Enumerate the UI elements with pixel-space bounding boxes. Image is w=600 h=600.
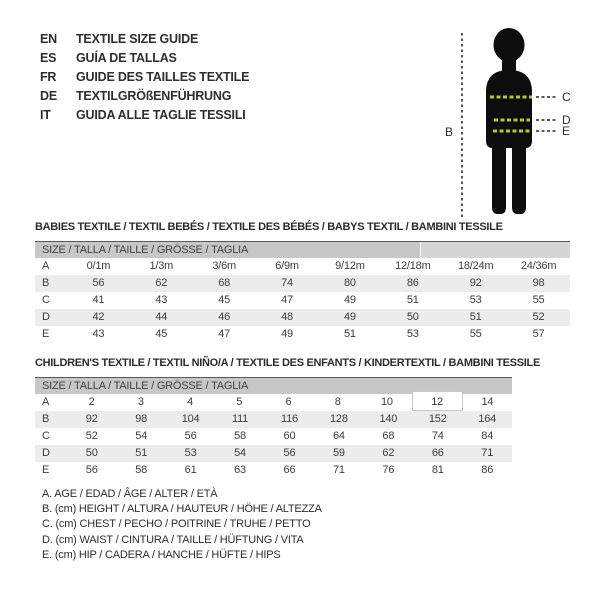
value-cell: 68 bbox=[218, 277, 231, 289]
value-cell: 43 bbox=[155, 294, 168, 306]
size-cell: 1/3m bbox=[149, 260, 174, 272]
legend-hip: E. (cm) HIP / CADERA / HANCHE / HÜFTE / HIPS bbox=[42, 548, 281, 561]
value-cell: 92 bbox=[469, 277, 482, 289]
value-cell: 62 bbox=[382, 447, 395, 459]
value-cell: 81 bbox=[431, 464, 444, 476]
value-cell: 116 bbox=[281, 413, 298, 425]
value-cell: 51 bbox=[344, 328, 356, 340]
size-cell: 6 bbox=[285, 396, 292, 408]
value-cell: 56 bbox=[184, 430, 197, 442]
value-cell: 60 bbox=[283, 430, 296, 442]
legend-waist: D. (cm) WAIST / CINTURA / TAILLE / HÜFTUNG / VITA bbox=[42, 533, 304, 546]
language-title: GUIDA ALLE TAGLIE TESSILI bbox=[76, 108, 246, 122]
size-cell: 12/18m bbox=[395, 260, 431, 272]
size-cell: 6/9m bbox=[275, 260, 299, 272]
value-cell: 53 bbox=[469, 294, 482, 306]
value-cell: 51 bbox=[135, 447, 148, 459]
value-cell: 104 bbox=[181, 413, 200, 425]
size-cell: 14 bbox=[481, 396, 494, 408]
row-label: E bbox=[42, 328, 50, 340]
legend-height: B. (cm) HEIGHT / ALTURA / HAUTEUR / HÖHE / ALTEZZA bbox=[42, 503, 322, 516]
value-cell: 62 bbox=[155, 277, 168, 289]
value-cell: 49 bbox=[344, 294, 356, 306]
table-header-label: SIZE / TALLA / TAILLE / GRÖSSE / TAGLIA bbox=[42, 244, 249, 256]
value-cell: 45 bbox=[155, 328, 168, 340]
row-label: E bbox=[42, 464, 50, 476]
size-cell: 10 bbox=[381, 396, 393, 408]
babies-section bbox=[35, 221, 570, 343]
value-cell: 54 bbox=[135, 430, 148, 442]
language-row-en bbox=[40, 30, 249, 49]
selected-size-cell: 12 bbox=[412, 391, 463, 411]
table-header bbox=[35, 241, 570, 258]
measurement-diagram bbox=[440, 8, 600, 233]
value-cell: 52 bbox=[85, 430, 98, 442]
value-cell: 80 bbox=[344, 277, 356, 289]
language-row-fr bbox=[40, 68, 249, 87]
value-cell: 48 bbox=[281, 311, 293, 323]
value-cell: 41 bbox=[92, 294, 105, 306]
babies-table-title: BABIES TEXTILE / TEXTIL BEBÉS / TEXTILE DES BÉBÉS / BABYS TEXTIL / BAMBINI TESSILE bbox=[35, 221, 503, 233]
row-label: B bbox=[42, 277, 50, 289]
table-row bbox=[35, 445, 512, 462]
language-row-es bbox=[40, 49, 249, 68]
value-cell: 53 bbox=[184, 447, 197, 459]
legend-chest: C. (cm) CHEST / PECHO / POITRINE / TRUHE / PETTO bbox=[42, 518, 311, 531]
language-row-it bbox=[40, 106, 249, 125]
children-size-table bbox=[35, 377, 512, 479]
value-cell: 59 bbox=[332, 447, 345, 459]
value-cell: 152 bbox=[428, 413, 447, 425]
value-cell: 164 bbox=[478, 413, 497, 425]
value-cell: 49 bbox=[281, 328, 293, 340]
value-cell: 46 bbox=[218, 311, 231, 323]
row-label: D bbox=[42, 447, 50, 459]
value-cell: 49 bbox=[344, 311, 356, 323]
value-cell: 42 bbox=[92, 311, 105, 323]
language-title: TEXTILGRÖßENFÜHRUNG bbox=[76, 89, 232, 103]
header-highlight-overlay bbox=[420, 242, 570, 258]
size-cell: 3 bbox=[137, 396, 144, 408]
row-label: C bbox=[42, 294, 50, 306]
children-section bbox=[35, 357, 540, 479]
value-cell: 53 bbox=[406, 328, 419, 340]
value-cell: 54 bbox=[234, 447, 246, 459]
value-cell: 66 bbox=[431, 447, 444, 459]
value-cell: 86 bbox=[481, 464, 494, 476]
value-cell: 74 bbox=[281, 277, 293, 289]
babies-size-table bbox=[35, 241, 570, 343]
value-cell: 64 bbox=[332, 430, 345, 442]
language-title: GUIDE DES TAILLES TEXTILE bbox=[76, 70, 250, 84]
value-cell: 56 bbox=[92, 277, 105, 289]
table-row bbox=[35, 411, 512, 428]
value-cell: 76 bbox=[382, 464, 395, 476]
value-cell: 71 bbox=[332, 464, 345, 476]
value-cell: 84 bbox=[481, 430, 494, 442]
value-cell: 63 bbox=[234, 464, 246, 476]
value-cell: 50 bbox=[406, 311, 419, 323]
value-cell: 86 bbox=[406, 277, 419, 289]
value-cell: 55 bbox=[469, 328, 482, 340]
table-row bbox=[35, 428, 512, 445]
value-cell: 92 bbox=[85, 413, 98, 425]
value-cell: 56 bbox=[283, 447, 296, 459]
value-cell: 43 bbox=[92, 328, 105, 340]
value-cell: 128 bbox=[330, 413, 348, 425]
value-cell: 98 bbox=[135, 413, 148, 425]
value-cell: 58 bbox=[135, 464, 148, 476]
table-row bbox=[35, 258, 570, 275]
size-cell: 2 bbox=[88, 396, 95, 408]
value-cell: 56 bbox=[85, 464, 98, 476]
value-cell: 50 bbox=[85, 447, 98, 459]
row-label: C bbox=[42, 430, 50, 442]
value-cell: 68 bbox=[382, 430, 395, 442]
language-title: TEXTILE SIZE GUIDE bbox=[76, 32, 199, 46]
language-list bbox=[40, 30, 249, 125]
language-code: IT bbox=[40, 108, 51, 122]
waist-label: D bbox=[562, 113, 571, 127]
size-cell: 4 bbox=[187, 396, 193, 408]
table-row bbox=[35, 275, 570, 292]
language-row-de bbox=[40, 87, 249, 106]
table-row bbox=[35, 394, 512, 411]
value-cell: 57 bbox=[532, 328, 545, 340]
size-cell: 0/1m bbox=[86, 260, 111, 272]
value-cell: 45 bbox=[218, 294, 231, 306]
table-row bbox=[35, 462, 512, 479]
value-cell: 74 bbox=[431, 430, 444, 442]
language-title: GUÍA DE TALLAS bbox=[76, 51, 177, 65]
table-row bbox=[35, 326, 570, 343]
language-code: DE bbox=[40, 89, 57, 103]
language-code: EN bbox=[40, 32, 57, 46]
value-cell: 52 bbox=[532, 311, 545, 323]
row-label: D bbox=[42, 311, 50, 323]
children-table-title: CHILDREN'S TEXTILE / TEXTIL NIÑO/A / TEXTILE DES ENFANTS / KINDERTEXTIL / BAMBINI TESSILE bbox=[35, 357, 540, 369]
row-label: B bbox=[42, 413, 50, 425]
size-cell: 24/36m bbox=[520, 260, 557, 272]
table-row bbox=[35, 292, 570, 309]
value-cell: 58 bbox=[234, 430, 246, 442]
row-label: A bbox=[42, 260, 50, 272]
value-cell: 47 bbox=[281, 294, 293, 306]
value-cell: 44 bbox=[155, 311, 168, 323]
value-cell: 71 bbox=[481, 447, 494, 459]
hip-label: E bbox=[562, 124, 571, 138]
value-cell: 66 bbox=[283, 464, 296, 476]
size-cell: 5 bbox=[236, 396, 243, 408]
table-row bbox=[35, 309, 570, 326]
value-cell: 61 bbox=[184, 464, 197, 476]
value-cell: 51 bbox=[406, 294, 419, 306]
measurement-legend bbox=[42, 487, 322, 563]
value-cell: 140 bbox=[379, 413, 398, 425]
child-silhouette-icon bbox=[440, 8, 600, 233]
value-cell: 111 bbox=[231, 413, 249, 425]
language-code: ES bbox=[40, 51, 57, 65]
size-cell: 3/6m bbox=[212, 260, 237, 272]
size-cell: 9/12m bbox=[335, 260, 365, 272]
value-cell: 47 bbox=[218, 328, 231, 340]
value-cell: 98 bbox=[532, 277, 545, 289]
language-code: FR bbox=[40, 70, 57, 84]
table-header-label: SIZE / TALLA / TAILLE / GRÖSSE / TAGLIA bbox=[42, 380, 249, 392]
legend-age: A. AGE / EDAD / ÂGE / ALTER / ETÀ bbox=[42, 488, 218, 500]
size-cell: 8 bbox=[334, 396, 341, 408]
value-cell: 55 bbox=[532, 294, 545, 306]
size-cell: 18/24m bbox=[457, 260, 494, 272]
height-label: B bbox=[445, 125, 454, 139]
value-cell: 51 bbox=[469, 311, 482, 323]
row-label: A bbox=[42, 396, 50, 408]
chest-label: C bbox=[562, 90, 571, 104]
